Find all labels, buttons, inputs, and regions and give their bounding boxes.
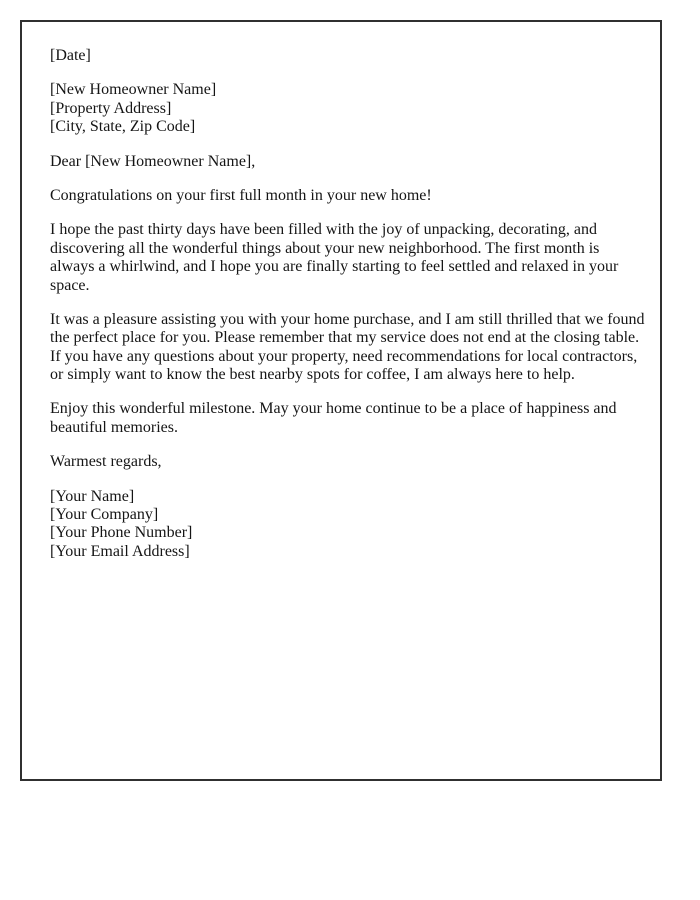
- body-paragraph-2: It was a pleasure assisting you with your home purchase, and I am still thrilled that we found the perfect place for you. Please remember that my service does not end at the closing table. If you have any questions about your property, need recommendations for local contractors, or simply want to know the best nearby spots for coffee, I am always here to help.: [50, 310, 645, 384]
- closing-line: Warmest regards,: [50, 453, 162, 471]
- signature-name-line: [Your Name]: [50, 487, 135, 505]
- recipient-address-block: [50, 81, 647, 136]
- date-line: [Date]: [50, 47, 91, 64]
- signature-company-line: [Your Company]: [50, 506, 159, 524]
- letter-page: [20, 20, 662, 781]
- signature-email-line: [Your Email Address]: [50, 542, 190, 560]
- property-address-line: [Property Address]: [50, 99, 172, 117]
- city-state-zip-line: [City, State, Zip Code]: [50, 118, 196, 136]
- body-paragraph-1: I hope the past thirty days have been filled with the joy of unpacking, decorating, and discovering all the wonderful things about your new neighborhood. The first month is always a whirlwind, and I hope you are finally starting to feel settled and relaxed in your space.: [50, 221, 619, 294]
- salutation-line: Dear [New Homeowner Name],: [50, 152, 256, 170]
- recipient-name-line: [New Homeowner Name]: [50, 81, 217, 99]
- signature-block: [50, 488, 647, 562]
- opening-line: Congratulations on your first full month in your new home!: [50, 186, 432, 204]
- body-paragraph-3: Enjoy this wonderful milestone. May your home continue to be a place of happiness and beautiful memories.: [50, 400, 617, 436]
- signature-phone-line: [Your Phone Number]: [50, 524, 193, 542]
